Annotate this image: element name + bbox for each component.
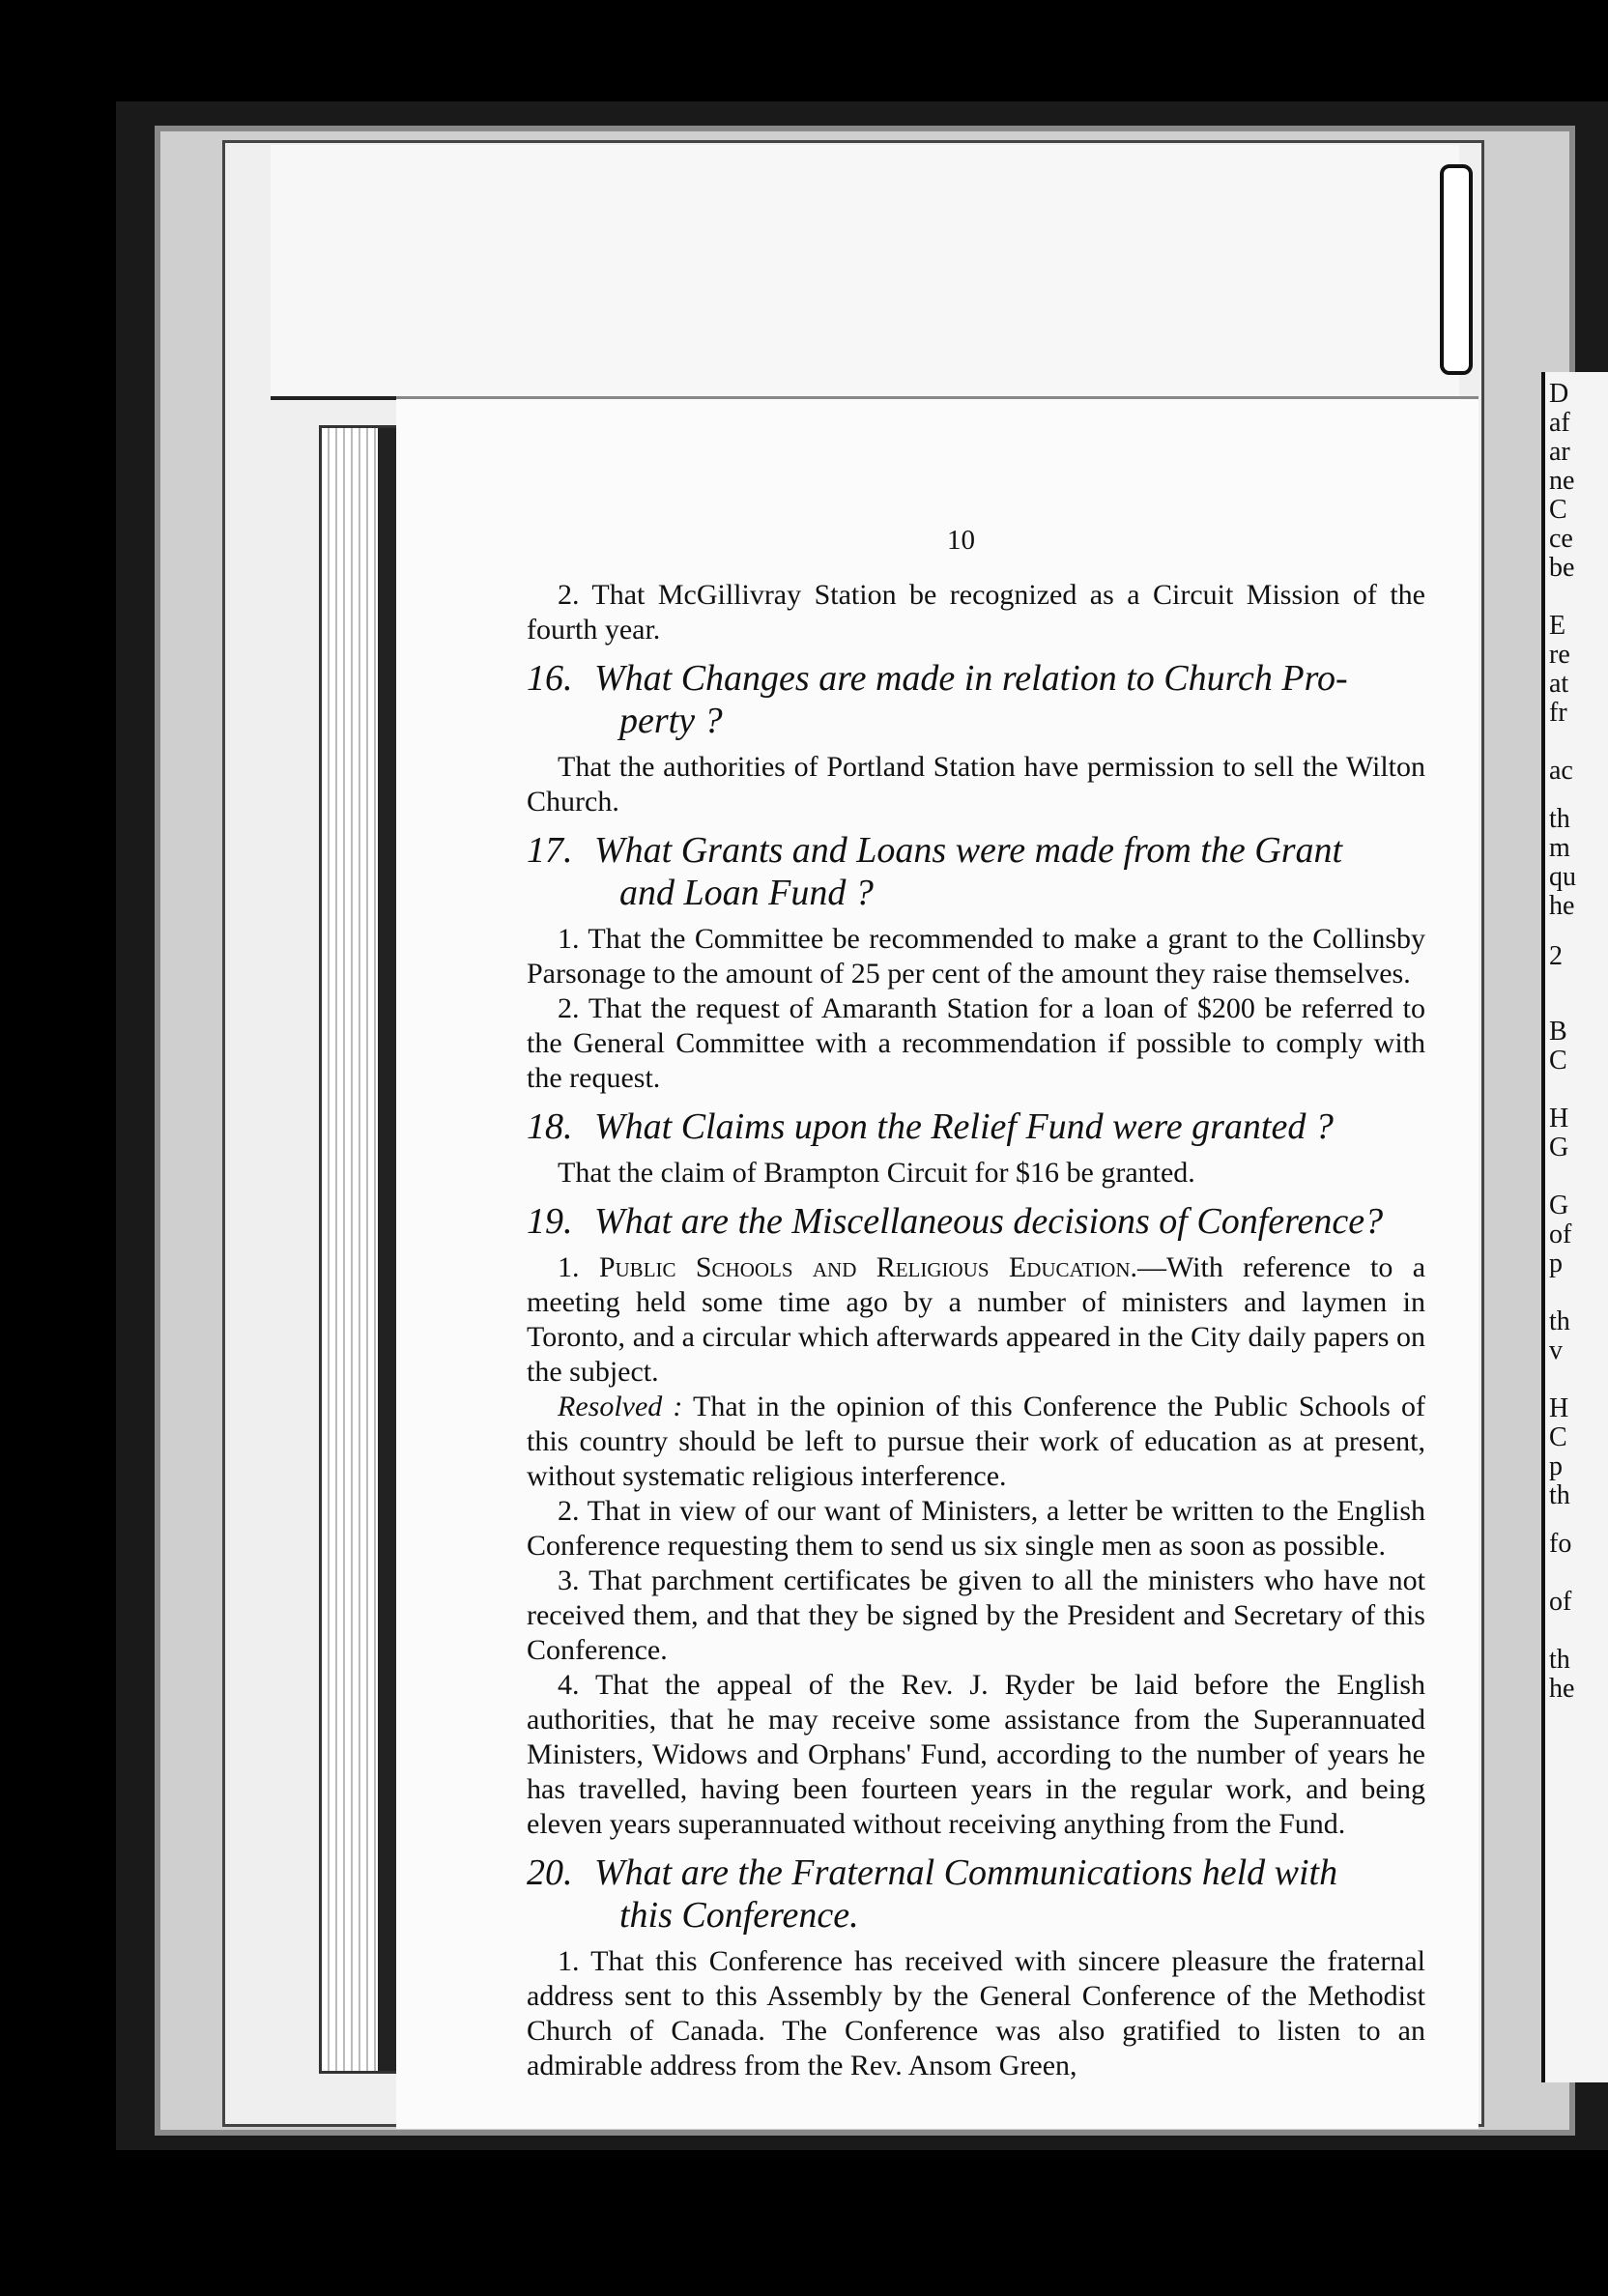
facing-page-fragment: v	[1549, 1335, 1563, 1365]
question-19: 19. What are the Miscellaneous decisions of Conference?	[527, 1201, 1384, 1242]
facing-page-fragment: p	[1549, 1451, 1563, 1481]
item-2: 2. That McGillivray Station be recognized as a Circuit Mission of the fourth year.	[527, 579, 1425, 646]
question-number: 19.	[527, 1201, 573, 1242]
question-17: 17. What Grants and Loans were made from the Grant and Loan Fund ?	[527, 830, 1343, 913]
facing-page-fragment: G	[1549, 1191, 1569, 1220]
facing-page-fragment: G	[1549, 1133, 1569, 1162]
facing-page-fragment: 2	[1549, 941, 1563, 971]
answer-19-1: 1. Public Schools and Religious Education.—With reference to a meeting held some time ago by a number of ministers and laymen in Toronto, and a circular which afterwards appeared in the City daily papers on the subject.	[527, 1251, 1426, 1388]
facing-page-fragment: th	[1549, 1306, 1570, 1336]
page-number: 10	[947, 525, 975, 556]
facing-page-fragment: fo	[1549, 1529, 1572, 1559]
answer-17-2: 2. That the request of Amaranth Station for a loan of $200 be referred to the General Committee with a recommendation if possible to comply with the request.	[527, 992, 1425, 1094]
facing-page-fragment: D	[1549, 379, 1569, 409]
question-20: 20. What are the Fraternal Communications held with this Conference.	[527, 1852, 1338, 1936]
bookmark-tab	[1440, 164, 1473, 375]
facing-page-fragment: at	[1549, 669, 1569, 699]
facing-page-fragment: th	[1549, 804, 1570, 834]
answer-20-1: 1. That this Conference has received with sincere pleasure the fraternal address sent to this Assembly by the General Conference of the Methodist Church of Canada. The Conference was also gratified to listen to an admirable address from the Rev. Ansom Green,	[527, 1945, 1425, 2081]
answer-17-1: 1. That the Committee be recommended to make a grant to the Collinsby Parsonage to the amount of 25 per cent of the amount they raise themselves.	[527, 923, 1425, 990]
facing-page-fragment: E	[1549, 611, 1566, 641]
page-text	[527, 578, 1425, 2083]
facing-page-fragment: H	[1549, 1104, 1569, 1134]
facing-page-fragment: of	[1549, 1587, 1572, 1617]
facing-page-fragment: of	[1549, 1220, 1572, 1249]
question-number: 16.	[527, 658, 573, 699]
facing-page-fragment: C	[1549, 1046, 1567, 1076]
answer-19-2: 2. That in view of our want of Ministers, a letter be written to the English Conference requesting them to send us six single men as soon as possible.	[527, 1495, 1425, 1562]
facing-page-fragment: ne	[1549, 466, 1575, 496]
facing-page-fragment: th	[1549, 1480, 1570, 1510]
facing-page-fragment: ac	[1549, 756, 1573, 786]
facing-page-fragment: C	[1549, 495, 1567, 525]
answer-16: That the authorities of Portland Station have permission to sell the Wilton Church.	[527, 751, 1425, 818]
folded-page-strip	[271, 145, 1459, 400]
facing-page-fragment: B	[1549, 1017, 1567, 1047]
facing-page-fragment: p	[1549, 1248, 1563, 1278]
answer-19-4: 4. That the appeal of the Rev. J. Ryder be laid before the English authorities, that he may receive some assistance from the Superannuated Ministers, Widows and Orphans' Fund, according to the number of years he has travelled, having been fourteen years in the regular work, and being eleven years superannuated without receiving anything from the Fund.	[527, 1669, 1425, 1840]
facing-page-fragment: af	[1549, 408, 1570, 438]
answer-18: That the claim of Brampton Circuit for $16 be granted.	[558, 1157, 1195, 1189]
answer-19-3: 3. That parchment certificates be given to all the ministers who have not received them, and that they be signed by the President and Secretary of this Conference.	[527, 1564, 1425, 1666]
question-18: 18. What Claims upon the Relief Fund were granted ?	[527, 1106, 1334, 1147]
facing-page-edge	[1541, 372, 1608, 2082]
facing-page-fragment: fr	[1549, 698, 1567, 728]
facing-page-fragment: be	[1549, 553, 1575, 583]
question-number: 20.	[527, 1852, 573, 1893]
facing-page-fragment: m	[1549, 833, 1570, 863]
facing-page-fragment: ce	[1549, 524, 1573, 554]
section-heading: 1. Public Schools and Religious Education.	[558, 1251, 1138, 1283]
facing-page-fragment: H	[1549, 1393, 1569, 1423]
facing-page-fragment: he	[1549, 891, 1575, 921]
facing-page-fragment: C	[1549, 1422, 1567, 1452]
facing-page-fragment: re	[1549, 640, 1570, 670]
facing-page-fragment: he	[1549, 1674, 1575, 1704]
question-number: 17.	[527, 830, 573, 871]
facing-page-fragment: ar	[1549, 437, 1570, 467]
facing-page-fragment: qu	[1549, 862, 1576, 892]
resolved-paragraph: Resolved : That in the opinion of this Conference the Public Schools of this country should be left to pursue their work of education as at present, without systematic religious interference.	[527, 1391, 1425, 1492]
document-page	[396, 396, 1479, 2129]
facing-page-fragment: th	[1549, 1645, 1570, 1675]
question-number: 18.	[527, 1106, 573, 1147]
question-16: 16. What Changes are made in relation to Church Pro- perty ?	[527, 658, 1348, 741]
resolved-label: Resolved :	[558, 1391, 683, 1422]
